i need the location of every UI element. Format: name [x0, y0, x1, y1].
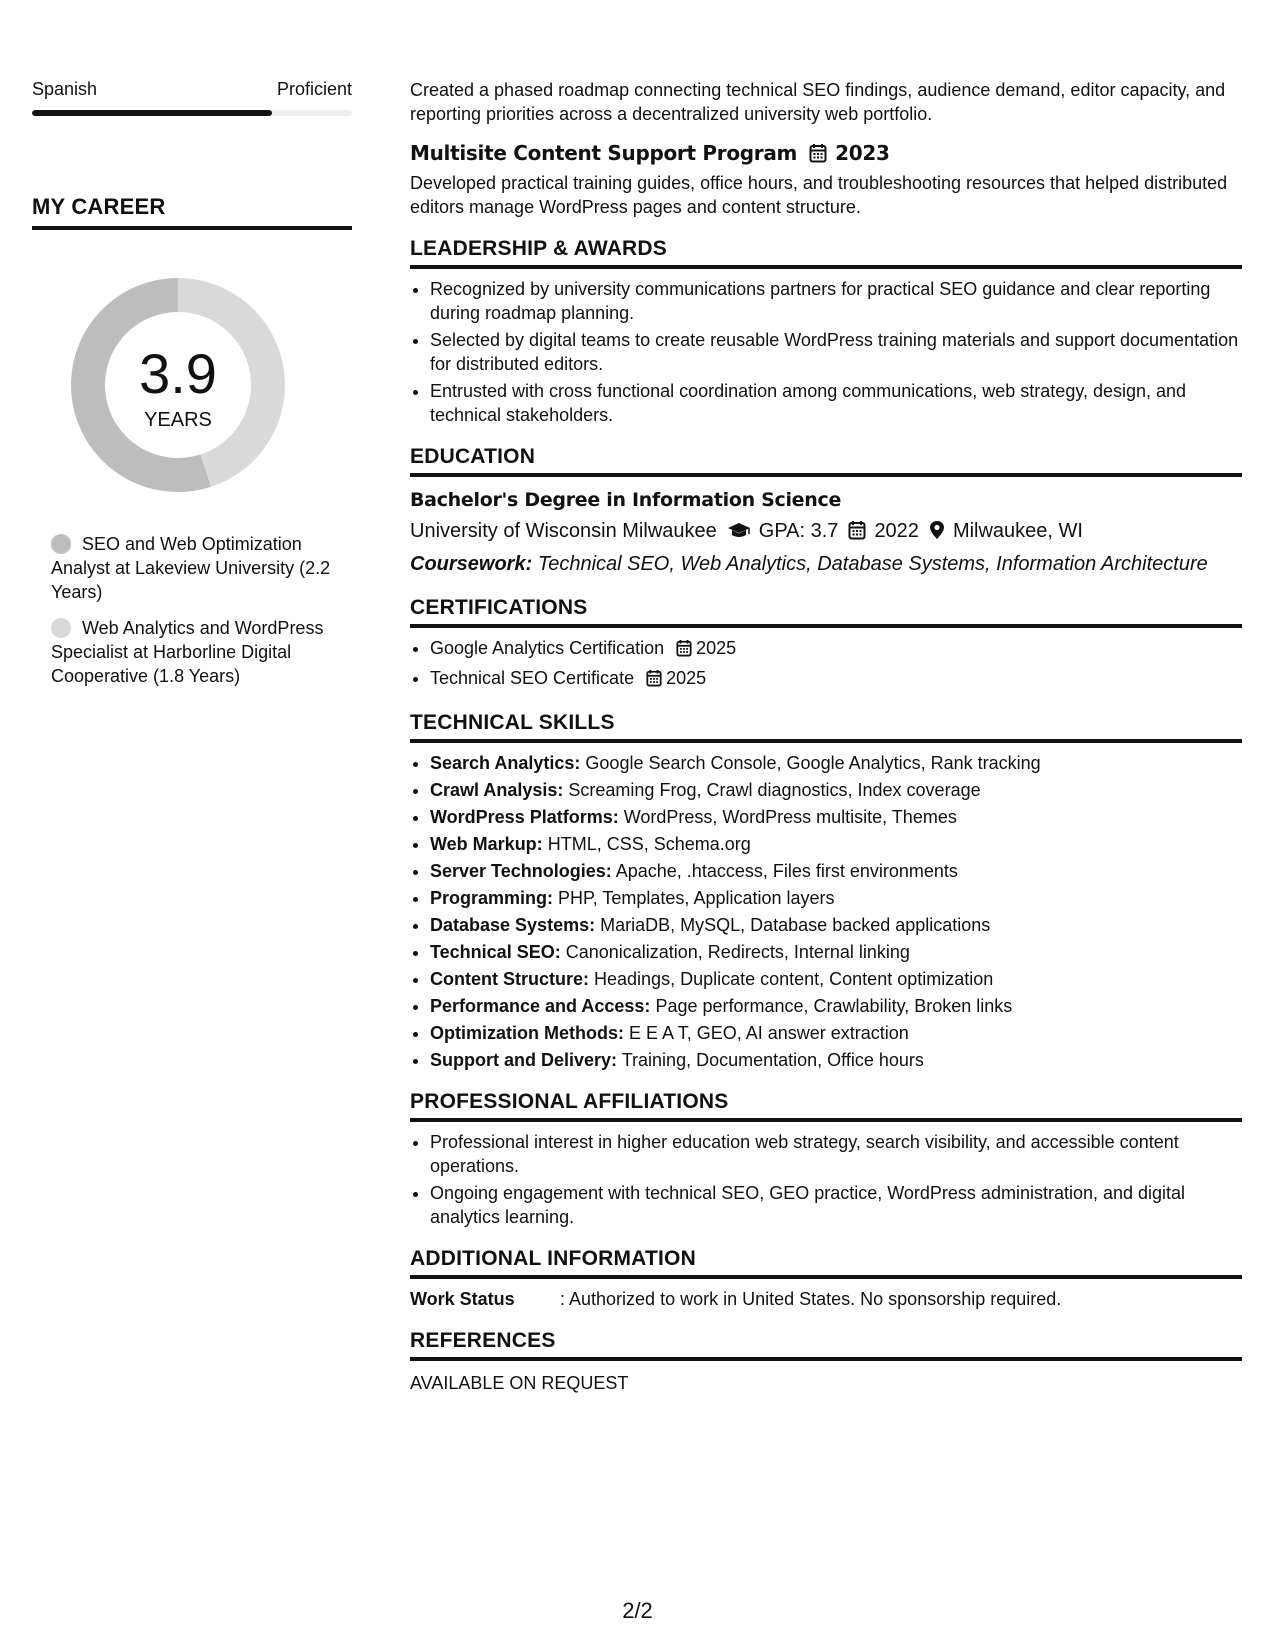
location-pin-icon — [929, 520, 945, 548]
skill-value: Training, Documentation, Office hours — [621, 1050, 924, 1070]
career-heading: MY CAREER — [32, 194, 352, 230]
skill-label: Web Markup: — [430, 834, 543, 854]
career-donut-chart — [65, 272, 291, 498]
skill-item — [430, 859, 1242, 883]
skill-value: Screaming Frog, Crawl diagnostics, Index coverage — [568, 780, 981, 800]
skill-item — [430, 778, 1242, 802]
career-total-unit: YEARS — [144, 409, 212, 431]
career-role-text: SEO and Web Optimization Analyst at Lakeview University (2.2 Years) — [51, 534, 331, 602]
skill-value: Page performance, Crawlability, Broken links — [655, 996, 1013, 1016]
skill-label: Support and Delivery: — [430, 1050, 618, 1070]
skill-item — [430, 832, 1242, 856]
skill-item — [430, 913, 1242, 937]
career-role-dot — [51, 534, 71, 554]
calendar-icon — [646, 669, 662, 693]
skills-list — [410, 751, 1242, 1072]
certifications-list — [410, 636, 1242, 693]
skill-value: E E A T, GEO, AI answer extraction — [629, 1023, 909, 1043]
career-role — [32, 532, 352, 604]
work-status-label: Work Status — [410, 1289, 515, 1309]
education-year: 2022 — [874, 520, 919, 542]
skill-item — [430, 751, 1242, 775]
skill-value: Apache, .htaccess, Files first environments — [615, 861, 958, 881]
right-column — [410, 78, 1242, 1395]
education-location: Milwaukee, WI — [952, 520, 1083, 542]
skill-value: PHP, Templates, Application layers — [558, 888, 835, 908]
skill-value: Canonicalization, Redirects, Internal linking — [565, 942, 910, 962]
leadership-item: • Selected by digital teams to create reusable WordPress training materials and support documentation for distributed editors. — [430, 328, 1242, 376]
project-title: Multisite Content Support Program — [410, 141, 798, 165]
certification-item — [430, 636, 1242, 663]
skill-value: MariaDB, MySQL, Database backed applications — [600, 915, 991, 935]
skill-label: Programming: — [430, 888, 554, 908]
career-roles-list — [32, 532, 352, 688]
project-heading — [410, 138, 1242, 171]
language-row — [32, 78, 352, 100]
project-intro: Created a phased roadmap connecting technical SEO findings, audience demand, editor capacity, and reporting priorities across a decentralized university web portfolio. — [410, 80, 1226, 124]
additional-section-title: ADDITIONAL INFORMATION — [410, 1247, 1242, 1279]
career-total-value: 3.9 — [139, 342, 217, 405]
language-name: Spanish — [32, 79, 98, 99]
calendar-icon — [676, 639, 692, 663]
skill-label: Database Systems: — [430, 915, 596, 935]
education-coursework — [410, 550, 1242, 578]
skill-value: Headings, Duplicate content, Content optimization — [594, 969, 994, 989]
education-meta — [410, 517, 1242, 548]
education-school: University of Wisconsin Milwaukee — [410, 520, 717, 542]
skill-label: Performance and Access: — [430, 996, 651, 1016]
coursework-label: Coursework: — [410, 553, 533, 575]
language-level: Proficient — [276, 79, 352, 99]
skill-label: Technical SEO: — [430, 942, 561, 962]
certification-year: 2025 — [696, 638, 737, 658]
leadership-section-title: LEADERSHIP & AWARDS — [410, 237, 1242, 269]
leadership-item: • Recognized by university communications partners for practical SEO guidance and clear reporting during roadmap planning. — [430, 277, 1242, 325]
leadership-item: • Entrusted with cross functional coordination among communications, web strategy, design, and technical stakeholders. — [430, 379, 1242, 427]
skill-label: Server Technologies: — [430, 861, 612, 881]
page-number: 2/2 — [622, 1598, 653, 1623]
certifications-section-title: CERTIFICATIONS — [410, 596, 1242, 628]
skill-label: Crawl Analysis: — [430, 780, 564, 800]
education-gpa: GPA: 3.7 — [758, 520, 839, 542]
calendar-icon — [809, 141, 827, 171]
affiliation-item: • Ongoing engagement with technical SEO, GEO practice, WordPress administration, and digital analytics learning. — [430, 1181, 1242, 1229]
affiliations-list — [410, 1130, 1242, 1229]
calendar-icon — [848, 520, 866, 548]
certification-item — [430, 666, 1242, 693]
coursework-list: Technical SEO, Web Analytics, Database Systems, Information Architecture — [537, 553, 1208, 575]
leadership-list — [410, 277, 1242, 427]
skill-item — [430, 1048, 1242, 1072]
references-section-title: REFERENCES — [410, 1329, 1242, 1361]
education-degree: Bachelor's Degree in Information Science — [410, 489, 842, 511]
certification-name: Technical SEO Certificate — [430, 668, 635, 688]
language-proficiency-bar — [32, 110, 352, 116]
skill-item — [430, 994, 1242, 1018]
skill-item — [430, 805, 1242, 829]
skill-item — [430, 967, 1242, 991]
skill-label: Content Structure: — [430, 969, 589, 989]
skills-section-title: TECHNICAL SKILLS — [410, 711, 1242, 743]
work-status-row — [410, 1287, 1242, 1311]
career-role — [32, 616, 352, 688]
skill-item — [430, 940, 1242, 964]
certification-year: 2025 — [666, 668, 707, 688]
career-role-dot — [51, 618, 71, 638]
graduation-cap-icon — [727, 520, 751, 548]
education-section-title: EDUCATION — [410, 445, 1242, 477]
skill-value: Google Search Console, Google Analytics, Rank tracking — [585, 753, 1041, 773]
skill-item — [430, 886, 1242, 910]
skill-value: HTML, CSS, Schema.org — [547, 834, 751, 854]
skill-label: Optimization Methods: — [430, 1023, 624, 1043]
project-year: 2023 — [835, 141, 890, 165]
skill-label: Search Analytics: — [430, 753, 581, 773]
skill-value: WordPress, WordPress multisite, Themes — [623, 807, 957, 827]
certification-name: Google Analytics Certification — [430, 638, 665, 658]
affiliation-item: • Professional interest in higher education web strategy, search visibility, and accessible content operations. — [430, 1130, 1242, 1178]
language-proficiency-fill — [32, 110, 272, 116]
affiliations-section-title: PROFESSIONAL AFFILIATIONS — [410, 1090, 1242, 1122]
left-column — [32, 78, 352, 700]
project-description: Developed practical training guides, office hours, and troubleshooting resources that helped distributed editors manage WordPress pages and content structure. — [410, 173, 1228, 217]
career-role-text: Web Analytics and WordPress Specialist at Harborline Digital Cooperative (1.8 Years) — [51, 618, 324, 686]
references-text: AVAILABLE ON REQUEST — [410, 1373, 629, 1393]
skill-item — [430, 1021, 1242, 1045]
work-status-value: : Authorized to work in United States. No sponsorship required. — [560, 1289, 1062, 1309]
skill-label: WordPress Platforms: — [430, 807, 619, 827]
